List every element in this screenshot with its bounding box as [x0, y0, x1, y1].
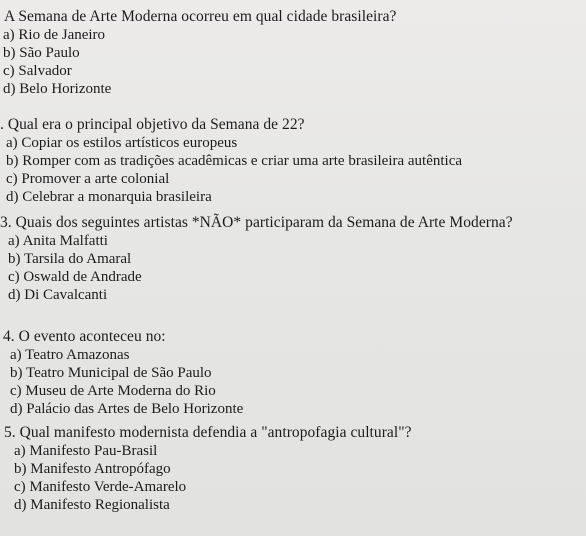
question-5-option-a: a) Manifesto Pau-Brasil: [14, 443, 158, 459]
question-4-option-a: a) Teatro Amazonas: [10, 347, 130, 363]
question-4-option-d: d) Palácio das Artes de Belo Horizonte: [10, 401, 244, 417]
question-3-text: 3. Quais dos seguintes artistas *NÃO* participaram da Semana de Arte Moderna?: [0, 214, 513, 231]
question-1-option-d: d) Belo Horizonte: [3, 81, 112, 97]
question-1: [0, 8, 586, 98]
question-5: [0, 424, 586, 514]
question-4-text: 4. O evento aconteceu no:: [3, 328, 166, 345]
question-2-option-d: d) Celebrar a monarquia brasileira: [6, 189, 212, 205]
question-3-option-c: c) Oswald de Andrade: [8, 269, 142, 285]
question-2-text: . Qual era o principal objetivo da Semana de 22?: [0, 116, 305, 133]
question-3: [0, 214, 586, 304]
question-3-option-a: a) Anita Malfatti: [8, 233, 108, 249]
question-2: [0, 116, 586, 206]
question-5-option-b: b) Manifesto Antropófago: [14, 461, 171, 477]
question-3-option-d: d) Di Cavalcanti: [8, 287, 108, 303]
question-2-option-b: b) Romper com as tradições acadêmicas e criar uma arte brasileira autêntica: [6, 153, 463, 169]
question-4-option-b: b) Teatro Municipal de São Paulo: [10, 365, 212, 381]
question-4: [0, 328, 586, 418]
question-4-option-c: c) Museu de Arte Moderna do Rio: [10, 383, 216, 399]
question-5-option-d: d) Manifesto Regionalista: [14, 497, 170, 513]
question-2-option-c: c) Promover a arte colonial: [6, 171, 170, 187]
question-3-option-b: b) Tarsila do Amaral: [8, 251, 132, 267]
question-1-text: A Semana de Arte Moderna ocorreu em qual cidade brasileira?: [4, 8, 397, 25]
question-5-text: 5. Qual manifesto modernista defendia a "antropofagia cultural"?: [4, 424, 412, 441]
question-2-option-a: a) Copiar os estilos artísticos europeus: [6, 135, 238, 151]
question-5-option-c: c) Manifesto Verde-Amarelo: [14, 479, 187, 495]
question-1-option-a: a) Rio de Janeiro: [3, 27, 106, 43]
question-1-option-b: b) São Paulo: [3, 45, 80, 61]
question-1-option-c: c) Salvador: [3, 63, 72, 79]
